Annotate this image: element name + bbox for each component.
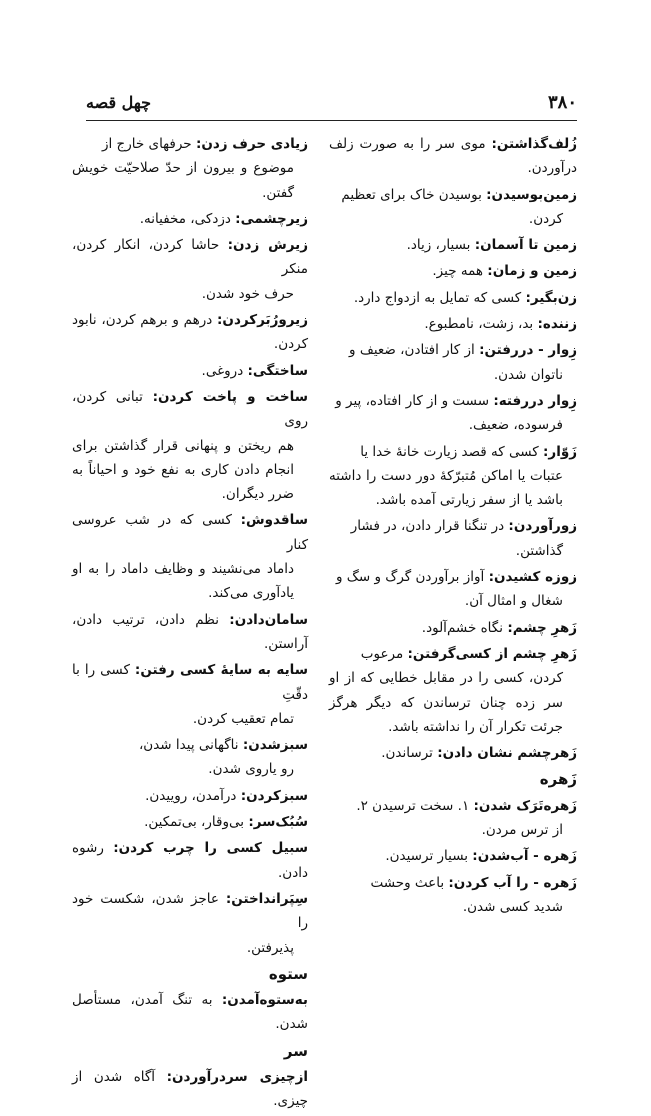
dictionary-entry: [329, 794, 577, 843]
entry-definition: کسی را با دقّتِ: [72, 662, 308, 703]
entry-definition: عاجز شدن، شکست خود را: [72, 890, 308, 932]
dictionary-entry: [329, 389, 577, 438]
dictionary-entry: [72, 359, 308, 383]
dictionary-entry: [329, 514, 577, 563]
entry-headword: سایه به سایهٔ کسی رفتن:: [134, 662, 308, 679]
entry-headword: به‌ستوه‌آمدن:: [221, 992, 308, 1009]
entry-continuation: رو یاروی شدن.: [208, 761, 294, 778]
entry-headword: زِوار - دررفتن:: [479, 342, 577, 359]
entry-headword: زمین‌بوسیدن:: [486, 186, 577, 203]
entry-definition: رشوه دادن.: [72, 840, 308, 881]
entry-continuation: پذیرفتن.: [246, 939, 294, 956]
entry-headword: زیرچشمی:: [235, 210, 308, 227]
entry-headword: زَهره - را آب کردن:: [448, 874, 577, 891]
entry-headword: ساخت و پاخت کردن:: [152, 388, 308, 405]
entry-headword: سبزشدن:: [242, 737, 308, 754]
dictionary-entry: [329, 338, 577, 387]
entry-headword: سُبُک‌سر:: [248, 814, 308, 831]
entry-continuation: فرسوده، ضعیف.: [468, 417, 563, 434]
dictionary-entry: [329, 616, 577, 640]
entry-definition: همه چیز.: [432, 263, 483, 280]
dictionary-entry: [329, 642, 577, 739]
entry-definition: بی‌وقار، بی‌تمکین.: [144, 814, 245, 831]
entry-headword: زیرورُبَرکردن:: [217, 312, 308, 329]
dictionary-entry: [329, 183, 577, 232]
dictionary-entry: [72, 887, 308, 960]
dictionary-entry: [72, 810, 308, 834]
dictionary-entry: [329, 233, 577, 257]
entry-continuation: از ترس مردن.: [481, 822, 563, 839]
entry-headword: زن‌بگیر:: [525, 289, 577, 306]
entry-continuation: داماد می‌نشیند و وظایف داماد را به او یادآوری می‌کند.: [72, 561, 294, 602]
entry-definition: تبانی کردن، روی: [72, 388, 308, 430]
entry-definition: بسیار، زیاد.: [406, 237, 471, 254]
running-head: چهل قصه: [86, 93, 152, 112]
entry-headword: زَهرِ چشم:: [507, 619, 577, 636]
entry-headword: زُلف‌گذاشتن:: [491, 136, 577, 152]
entry-definition: آواز برآوردن گرگ و سگ و: [335, 569, 485, 586]
entry-definition: از کار افتادن، ضعیف و: [349, 342, 475, 359]
dictionary-entry: [72, 608, 308, 657]
entry-headword: زَهرِ چشم از کسی‌گرفتن:: [407, 645, 577, 662]
dictionary-entry: [72, 508, 308, 605]
dictionary-entry: [72, 385, 308, 506]
entry-definition: به تنگ آمدن، مستأصل شدن.: [72, 992, 308, 1033]
dictionary-entry: [329, 440, 577, 513]
entry-definition: کسی که تمایل به ازدواج دارد.: [353, 289, 522, 306]
entry-definition: بد، زشت، نامطبوع.: [424, 316, 534, 333]
entry-definition: ۱. سخت ترسیدن ۲.: [356, 797, 470, 814]
entry-continuation: کردن، کسی را در مقابل خطایی که از او سر زده چنان ترساندن که دیگر هرگز جرئت تکرار آن را نداشته باشد.: [329, 670, 563, 735]
entry-definition: دزدکی، مخفیانه.: [139, 210, 231, 227]
dictionary-entry: [329, 259, 577, 283]
dictionary-entry: [329, 286, 577, 310]
entry-continuation: کردن.: [528, 210, 563, 227]
section-heading: سر: [283, 1041, 308, 1060]
dictionary-entry: [72, 233, 308, 306]
dictionary-entry: [329, 312, 577, 336]
section-heading: زَهره: [539, 770, 577, 789]
entry-headword: ساقدوش:: [240, 512, 308, 529]
entry-continuation: هم ریختن و پنهانی قرار گذاشتن برای انجام دادن کاری به نفع خود و احیاناً به ضرر دیگران.: [72, 437, 294, 503]
entry-headword: سبیل کسی را چرب کردن:: [113, 840, 308, 857]
entry-definition: مرعوب: [360, 645, 404, 662]
dictionary-entry: [329, 871, 577, 920]
entry-headword: سبزکردن:: [240, 787, 308, 804]
entry-continuation: شغال و امثال آن.: [464, 593, 563, 610]
dictionary-entry: [329, 741, 577, 765]
right-column: [329, 132, 577, 921]
entry-definition: آگاه شدن از چیزی.: [72, 1068, 308, 1110]
entry-definition: درآمدن، روییدن.: [145, 787, 237, 804]
entry-definition: دروغی.: [201, 362, 244, 379]
entry-headword: زورآوردن:: [508, 518, 577, 535]
dictionary-entry: [72, 988, 308, 1037]
page-header: [86, 92, 577, 114]
entry-headword: سِپَرانداختن:: [225, 890, 308, 907]
dictionary-entry: [72, 784, 308, 808]
entry-headword: زَهره‌تَرَک شدن:: [473, 797, 577, 814]
entry-definition: بسیار ترسیدن.: [385, 848, 468, 865]
dictionary-entry: [72, 132, 308, 205]
entry-headword: زَوّار:: [543, 443, 577, 460]
header-rule: [86, 120, 577, 121]
entry-headword: زمین تا آسمان:: [474, 237, 577, 254]
entry-headword: زوزه کشیدن:: [488, 569, 577, 586]
entry-definition: نگاه خشم‌آلود.: [421, 619, 504, 636]
entry-definition: حرفهای خارج از: [101, 136, 192, 152]
dictionary-entry: [72, 658, 308, 731]
entry-headword: زننده:: [537, 316, 577, 333]
entry-continuation: موضوع و بیرون از حدّ صلاحیّت خویش گفتن.: [72, 160, 294, 201]
dictionary-entry: [72, 733, 308, 782]
entry-definition: باعث وحشت: [370, 874, 445, 891]
entry-definition: ناگهانی پیدا شدن،: [138, 737, 239, 754]
entry-continuation: گذاشتن.: [515, 542, 563, 559]
entry-continuation: ناتوان شدن.: [493, 366, 563, 383]
dictionary-entry: [72, 836, 308, 885]
dictionary-entry: [329, 844, 577, 868]
entry-continuation: شدید کسی شدن.: [462, 898, 563, 915]
entry-definition: بوسیدن خاک برای تعظیم: [341, 186, 482, 203]
dictionary-entry: [72, 308, 308, 357]
entry-definition: کسی که در شب عروسی کنار: [72, 512, 308, 553]
entry-definition: حاشا کردن، انکار کردن، منکر: [72, 237, 308, 278]
entry-headword: زیرش زدن:: [227, 237, 308, 254]
dictionary-entry: [329, 132, 577, 181]
dictionary-entry: [72, 1065, 308, 1114]
entry-headword: زیادی حرف زدن:: [195, 136, 308, 152]
entry-definition: کسی که قصد زیارت خانهٔ خدا یا: [360, 443, 539, 460]
entry-headword: زمین و زمان:: [487, 263, 577, 280]
entry-definition: درهم و برهم کردن، نابود کردن.: [72, 312, 308, 353]
entry-headword: زِوار دررفته:: [493, 392, 577, 409]
dictionary-entry: [72, 207, 308, 231]
entry-definition: نظم دادن، ترتیب دادن، آراستن.: [72, 611, 308, 652]
entry-headword: زَهرچشم نشان دادن:: [437, 745, 577, 762]
entry-continuation: عتبات یا اماکن مُتبرّکهٔ دور دست را داشته باشد یا از سفر زیارتی آمده باشد.: [329, 467, 563, 509]
page-number: ۳۸۰: [547, 92, 577, 113]
entry-continuation: تمام تعقیب کردن.: [192, 710, 294, 727]
dictionary-entry: [329, 565, 577, 614]
entry-definition: سست و از کار افتاده، پیر و: [335, 392, 490, 409]
section-heading: ستوه: [268, 964, 308, 983]
entry-definition: موی سر را به صورت زلف درآوردن.: [329, 136, 577, 177]
entry-definition: ترساندن.: [381, 745, 433, 762]
entry-continuation: حرف خود شدن.: [201, 285, 294, 302]
entry-headword: ساختگی:: [247, 362, 308, 379]
entry-headword: سامان‌دادن:: [229, 611, 308, 628]
entry-headword: زَهره - آب‌شدن:: [472, 848, 577, 865]
entry-definition: در تنگنا قرار دادن، در فشار: [350, 518, 505, 535]
entry-headword: ازچیزی سردرآوردن:: [166, 1068, 309, 1085]
left-column: [72, 132, 308, 1116]
